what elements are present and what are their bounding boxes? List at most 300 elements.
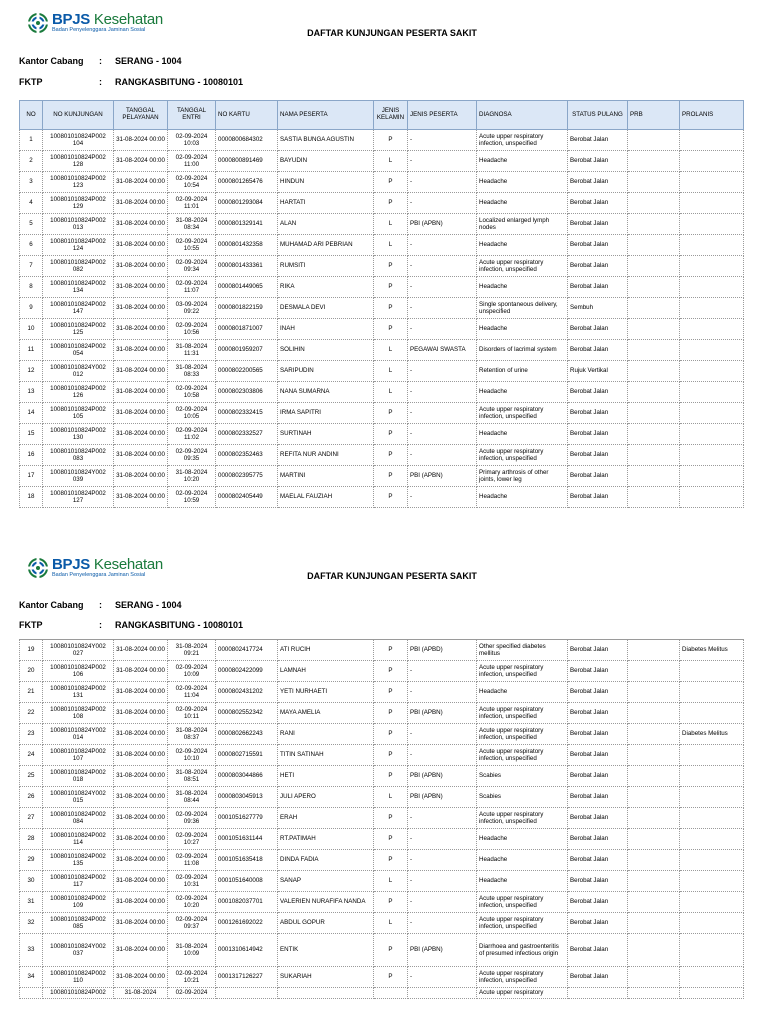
col-header-status-pulang: STATUS PULANG [568, 101, 628, 130]
table-row [20, 319, 744, 340]
cell-prolanis [680, 235, 744, 256]
table-row [20, 661, 744, 682]
cell-diagnosa: Primary arthrosis of other joints, lower leg [477, 466, 568, 487]
cell-status-pulang: Berobat Jalan [568, 445, 628, 466]
kantor-cabang-value: SERANG - 1004 [115, 56, 182, 66]
cell-no: 20 [20, 661, 43, 682]
cell-tanggal-entri: 02-09-2024 10:27 [168, 829, 216, 850]
table-row [20, 766, 744, 787]
cell-no-kartu: 0000802431202 [216, 682, 278, 703]
cell-status-pulang: Sembuh [568, 298, 628, 319]
cell-prolanis [680, 193, 744, 214]
colon: : [99, 77, 102, 87]
cell-status-pulang: Berobat Jalan [568, 808, 628, 829]
cell-jenis-kelamin: P [374, 808, 408, 829]
cell-tanggal-pelayanan: 31-08-2024 00:00 [114, 724, 168, 745]
col-header-no-kartu: NO KARTU [216, 101, 278, 130]
cell-no-kunjungan: 100801010824P002 110 [43, 967, 114, 988]
cell-prolanis [680, 130, 744, 151]
col-header-prolanis: PROLANIS [680, 101, 744, 130]
cell-nama-peserta: NANA SUMARNA [278, 382, 374, 403]
logo-subtitle: Badan Penyelenggara Jaminan Sosial [52, 572, 146, 578]
cell-no-kartu: 0000802332527 [216, 424, 278, 445]
cell-tanggal-entri: 02-09-2024 11:02 [168, 424, 216, 445]
cell-prolanis [680, 682, 744, 703]
cell-prb [628, 829, 680, 850]
cell-prolanis [680, 850, 744, 871]
cell-no-kartu: 0000801433361 [216, 256, 278, 277]
cell-prolanis [680, 151, 744, 172]
cell-jenis-peserta: - [408, 151, 477, 172]
cell-jenis-peserta: PBI (APBN) [408, 787, 477, 808]
cell-no-kartu: 0000801959207 [216, 340, 278, 361]
cell-tanggal-pelayanan: 31-08-2024 00:00 [114, 256, 168, 277]
cell-diagnosa: Diarrhoea and gastroenteritis of presumed infectious origin [477, 934, 568, 967]
cell-tanggal-pelayanan: 31-08-2024 00:00 [114, 382, 168, 403]
cell-no: 8 [20, 277, 43, 298]
cell-no-kartu: 0001051635418 [216, 850, 278, 871]
cell-jenis-kelamin: P [374, 424, 408, 445]
cell-prolanis [680, 934, 744, 967]
cell-nama-peserta: LAMNAH [278, 661, 374, 682]
cell-tanggal-pelayanan: 31-08-2024 00:00 [114, 214, 168, 235]
cell-no-kunjungan: 100801010824P002 117 [43, 871, 114, 892]
cell-nama-peserta: RANI [278, 724, 374, 745]
cell-no: 1 [20, 130, 43, 151]
cell-nama-peserta: HETI [278, 766, 374, 787]
cell-no-kunjungan: 100801010824Y002 037 [43, 934, 114, 967]
cell-no-kunjungan: 100801010824P002 114 [43, 829, 114, 850]
cell-tanggal-entri: 03-09-2024 09:22 [168, 298, 216, 319]
cell-tanggal-pelayanan: 31-08-2024 00:00 [114, 340, 168, 361]
col-header-jenis-kelamin: JENIS KELAMIN [374, 101, 408, 130]
cell-prolanis [680, 424, 744, 445]
cell-jenis-kelamin: P [374, 277, 408, 298]
cell-prb [628, 151, 680, 172]
cell-prb [628, 172, 680, 193]
cell-prb [628, 871, 680, 892]
cell-no-kartu: 0000801871007 [216, 319, 278, 340]
cell-no-kunjungan: 100801010824P002 130 [43, 424, 114, 445]
cell-status-pulang [568, 988, 628, 999]
cell-no-kartu: 0000800891469 [216, 151, 278, 172]
cell-no: 17 [20, 466, 43, 487]
cell-no-kunjungan: 100801010824Y002 015 [43, 787, 114, 808]
cell-prb [628, 850, 680, 871]
cell-tanggal-pelayanan: 31-08-2024 00:00 [114, 808, 168, 829]
cell-jenis-peserta: - [408, 193, 477, 214]
cell-diagnosa: Headache [477, 151, 568, 172]
cell-no-kunjungan: 100801010824P002 106 [43, 661, 114, 682]
cell-no-kartu: 0000802332415 [216, 403, 278, 424]
logo-brand-bpjs: BPJS [52, 556, 90, 573]
cell-tanggal-entri: 02-09-2024 10:21 [168, 967, 216, 988]
cell-jenis-kelamin: P [374, 703, 408, 724]
cell-jenis-kelamin: P [374, 466, 408, 487]
cell-no-kartu: 0000802352463 [216, 445, 278, 466]
cell-nama-peserta: INAH [278, 319, 374, 340]
cell-no: 28 [20, 829, 43, 850]
table-row [20, 256, 744, 277]
cell-no-kunjungan: 100801010824Y002 012 [43, 361, 114, 382]
cell-tanggal-entri: 02-09-2024 09:36 [168, 808, 216, 829]
cell-status-pulang: Berobat Jalan [568, 913, 628, 934]
cell-prb [628, 214, 680, 235]
cell-nama-peserta: SOLIHIN [278, 340, 374, 361]
table-row [20, 487, 744, 508]
cell-no: 34 [20, 967, 43, 988]
cell-nama-peserta: RUMSITI [278, 256, 374, 277]
cell-no: 29 [20, 850, 43, 871]
cell-prolanis [680, 808, 744, 829]
cell-diagnosa: Other specified diabetes mellitus [477, 640, 568, 661]
cell-diagnosa: Headache [477, 871, 568, 892]
cell-jenis-kelamin: L [374, 235, 408, 256]
cell-tanggal-pelayanan: 31-08-2024 00:00 [114, 466, 168, 487]
fktp-value: RANGKASBITUNG - 10080101 [115, 620, 244, 630]
cell-tanggal-pelayanan: 31-08-2024 00:00 [114, 934, 168, 967]
table-row [20, 988, 744, 999]
cell-tanggal-pelayanan: 31-08-2024 00:00 [114, 298, 168, 319]
cell-jenis-peserta: - [408, 661, 477, 682]
cell-no-kunjungan: 100801010824P002 083 [43, 445, 114, 466]
table-row [20, 403, 744, 424]
cell-no-kartu: 0000801265476 [216, 172, 278, 193]
cell-tanggal-pelayanan: 31-08-2024 00:00 [114, 745, 168, 766]
cell-diagnosa: Acute upper respiratory infection, unspecified [477, 808, 568, 829]
cell-tanggal-pelayanan: 31-08-2024 00:00 [114, 682, 168, 703]
cell-tanggal-pelayanan: 31-08-2024 00:00 [114, 703, 168, 724]
cell-status-pulang: Berobat Jalan [568, 661, 628, 682]
cell-no: 13 [20, 382, 43, 403]
cell-nama-peserta: MARTINI [278, 466, 374, 487]
cell-no-kartu: 0000803045913 [216, 787, 278, 808]
fktp-label: FKTP [19, 77, 43, 87]
cell-no-kartu: 0000801329141 [216, 214, 278, 235]
cell-diagnosa: Disorders of lacrimal system [477, 340, 568, 361]
cell-jenis-peserta: - [408, 445, 477, 466]
cell-no-kunjungan: 100801010824P002 127 [43, 487, 114, 508]
cell-diagnosa: Acute upper respiratory infection, unspecified [477, 445, 568, 466]
cell-no-kunjungan: 100801010824P002 126 [43, 382, 114, 403]
cell-tanggal-entri: 02-09-2024 11:04 [168, 682, 216, 703]
cell-no-kunjungan: 100801010824P002 124 [43, 235, 114, 256]
col-header-no: NO [20, 101, 43, 130]
cell-nama-peserta: MUHAMAD ARI PEBRIAN [278, 235, 374, 256]
cell-prb [628, 403, 680, 424]
cell-jenis-peserta: - [408, 913, 477, 934]
cell-prolanis [680, 661, 744, 682]
cell-no-kunjungan: 100801010824P002 134 [43, 277, 114, 298]
cell-status-pulang: Berobat Jalan [568, 829, 628, 850]
cell-prb [628, 256, 680, 277]
cell-no-kunjungan: 100801010824P002 104 [43, 130, 114, 151]
table-row [20, 703, 744, 724]
cell-diagnosa: Headache [477, 193, 568, 214]
cell-no [20, 988, 43, 999]
table-row [20, 130, 744, 151]
cell-tanggal-entri: 02-09-2024 11:07 [168, 277, 216, 298]
cell-prolanis [680, 214, 744, 235]
cell-no-kunjungan: 100801010824P002 054 [43, 340, 114, 361]
cell-no-kunjungan: 100801010824Y002 027 [43, 640, 114, 661]
cell-status-pulang: Berobat Jalan [568, 172, 628, 193]
cell-status-pulang: Berobat Jalan [568, 724, 628, 745]
cell-prb [628, 193, 680, 214]
cell-tanggal-entri: 02-09-2024 10:56 [168, 319, 216, 340]
cell-jenis-peserta: - [408, 850, 477, 871]
cell-jenis-peserta: - [408, 277, 477, 298]
cell-jenis-peserta: - [408, 808, 477, 829]
cell-no: 6 [20, 235, 43, 256]
cell-jenis-kelamin: P [374, 892, 408, 913]
logo-brand-kesehatan: Kesehatan [93, 556, 163, 573]
cell-prolanis: Diabetes Melitus [680, 724, 744, 745]
cell-no: 15 [20, 424, 43, 445]
cell-diagnosa: Headache [477, 382, 568, 403]
cell-status-pulang: Berobat Jalan [568, 319, 628, 340]
cell-status-pulang: Berobat Jalan [568, 682, 628, 703]
kantor-cabang-label: Kantor Cabang [19, 56, 84, 66]
cell-jenis-peserta: PBI (APBN) [408, 214, 477, 235]
cell-no: 11 [20, 340, 43, 361]
table-row [20, 934, 744, 967]
cell-prb [628, 724, 680, 745]
cell-status-pulang: Berobat Jalan [568, 403, 628, 424]
cell-no: 16 [20, 445, 43, 466]
cell-status-pulang: Berobat Jalan [568, 466, 628, 487]
cell-nama-peserta: VALERIEN NURAFIFA NANDA [278, 892, 374, 913]
cell-status-pulang: Berobat Jalan [568, 967, 628, 988]
cell-prb [628, 682, 680, 703]
cell-tanggal-entri: 02-09-2024 09:37 [168, 913, 216, 934]
table-row [20, 151, 744, 172]
cell-no: 2 [20, 151, 43, 172]
cell-prolanis [680, 787, 744, 808]
cell-jenis-kelamin: P [374, 487, 408, 508]
cell-nama-peserta: RIKA [278, 277, 374, 298]
cell-jenis-kelamin: P [374, 298, 408, 319]
cell-no-kartu: 0000802662243 [216, 724, 278, 745]
cell-tanggal-pelayanan: 31-08-2024 00:00 [114, 130, 168, 151]
cell-status-pulang: Berobat Jalan [568, 934, 628, 967]
cell-jenis-kelamin: P [374, 724, 408, 745]
cell-prb [628, 934, 680, 967]
cell-status-pulang: Berobat Jalan [568, 193, 628, 214]
cell-no-kartu: 0001051627779 [216, 808, 278, 829]
cell-jenis-kelamin: P [374, 661, 408, 682]
cell-nama-peserta: RT.PATIMAH [278, 829, 374, 850]
cell-prb [628, 466, 680, 487]
cell-prb [628, 913, 680, 934]
fktp-label: FKTP [19, 620, 43, 630]
cell-no: 32 [20, 913, 43, 934]
cell-no-kartu: 0000802395775 [216, 466, 278, 487]
cell-diagnosa: Scabies [477, 766, 568, 787]
cell-tanggal-pelayanan: 31-08-2024 00:00 [114, 892, 168, 913]
cell-jenis-peserta: - [408, 403, 477, 424]
cell-prolanis [680, 892, 744, 913]
cell-nama-peserta: TITIN SATINAH [278, 745, 374, 766]
cell-no-kartu: 0000801293084 [216, 193, 278, 214]
cell-prolanis [680, 487, 744, 508]
cell-no-kartu: 0001051631144 [216, 829, 278, 850]
cell-tanggal-entri: 31-08-2024 09:21 [168, 640, 216, 661]
cell-prb [628, 808, 680, 829]
kantor-cabang-row [19, 56, 182, 66]
cell-prb [628, 640, 680, 661]
cell-jenis-peserta: - [408, 424, 477, 445]
table-row [20, 235, 744, 256]
table-row [20, 913, 744, 934]
table-row [20, 724, 744, 745]
cell-no: 7 [20, 256, 43, 277]
cell-prb [628, 487, 680, 508]
cell-jenis-kelamin: L [374, 340, 408, 361]
cell-jenis-kelamin: P [374, 766, 408, 787]
cell-prolanis [680, 319, 744, 340]
cell-prolanis [680, 361, 744, 382]
col-header-jenis-peserta: JENIS PESERTA [408, 101, 477, 130]
cell-jenis-kelamin: L [374, 382, 408, 403]
cell-tanggal-entri: 02-09-2024 10:54 [168, 172, 216, 193]
cell-no: 26 [20, 787, 43, 808]
cell-tanggal-entri: 02-09-2024 09:34 [168, 256, 216, 277]
cell-diagnosa: Headache [477, 682, 568, 703]
cell-status-pulang: Berobat Jalan [568, 745, 628, 766]
cell-no-kunjungan: 100801010824P002 108 [43, 703, 114, 724]
cell-tanggal-pelayanan: 31-08-2024 00:00 [114, 193, 168, 214]
cell-no: 22 [20, 703, 43, 724]
table-row [20, 892, 744, 913]
table-row [20, 214, 744, 235]
cell-no: 4 [20, 193, 43, 214]
cell-prb [628, 340, 680, 361]
document-title: DAFTAR KUNJUNGAN PESERTA SAKIT [307, 28, 477, 38]
cell-no: 14 [20, 403, 43, 424]
cell-no-kartu: 0000803044866 [216, 766, 278, 787]
cell-status-pulang: Berobat Jalan [568, 703, 628, 724]
logo-subtitle: Badan Penyelenggara Jaminan Sosial [52, 27, 146, 33]
cell-no-kartu: 0000801432358 [216, 235, 278, 256]
cell-no: 5 [20, 214, 43, 235]
cell-jenis-peserta: - [408, 256, 477, 277]
logo-brand-bpjs: BPJS [52, 11, 90, 28]
cell-prolanis [680, 967, 744, 988]
cell-diagnosa: Acute upper respiratory infection, unspecified [477, 130, 568, 151]
cell-tanggal-entri: 31-08-2024 08:34 [168, 214, 216, 235]
cell-tanggal-entri: 02-09-2024 11:08 [168, 850, 216, 871]
cell-jenis-kelamin: P [374, 445, 408, 466]
cell-jenis-peserta: - [408, 298, 477, 319]
cell-tanggal-pelayanan: 31-08-2024 00:00 [114, 424, 168, 445]
cell-prb [628, 382, 680, 403]
cell-status-pulang: Berobat Jalan [568, 214, 628, 235]
cell-no: 18 [20, 487, 43, 508]
cell-jenis-peserta: - [408, 172, 477, 193]
table-row [20, 298, 744, 319]
cell-status-pulang: Berobat Jalan [568, 850, 628, 871]
cell-jenis-peserta: - [408, 487, 477, 508]
cell-nama-peserta: SANAP [278, 871, 374, 892]
cell-prb [628, 130, 680, 151]
cell-tanggal-pelayanan: 31-08-2024 00:00 [114, 967, 168, 988]
cell-nama-peserta: SURTINAH [278, 424, 374, 445]
cell-prb [628, 766, 680, 787]
cell-status-pulang: Rujuk Vertikal [568, 361, 628, 382]
cell-nama-peserta: DESMALA DEVI [278, 298, 374, 319]
table-row [20, 682, 744, 703]
cell-jenis-peserta: - [408, 361, 477, 382]
cell-jenis-peserta: PBI (APBN) [408, 766, 477, 787]
cell-tanggal-entri: 31-08-2024 11:31 [168, 340, 216, 361]
cell-jenis-peserta: - [408, 745, 477, 766]
cell-status-pulang: Berobat Jalan [568, 277, 628, 298]
cell-prb [628, 424, 680, 445]
cell-tanggal-pelayanan: 31-08-2024 00:00 [114, 487, 168, 508]
cell-diagnosa: Headache [477, 850, 568, 871]
cell-tanggal-pelayanan: 31-08-2024 00:00 [114, 445, 168, 466]
kantor-cabang-row [19, 600, 182, 610]
cell-tanggal-pelayanan: 31-08-2024 00:00 [114, 766, 168, 787]
cell-jenis-kelamin: P [374, 256, 408, 277]
cell-jenis-kelamin: L [374, 214, 408, 235]
cell-tanggal-entri: 02-09-2024 09:35 [168, 445, 216, 466]
table-row [20, 967, 744, 988]
cell-status-pulang: Berobat Jalan [568, 340, 628, 361]
cell-tanggal-pelayanan: 31-08-2024 00:00 [114, 661, 168, 682]
cell-prb [628, 892, 680, 913]
cell-no-kunjungan: 100801010824P002 131 [43, 682, 114, 703]
table-row [20, 871, 744, 892]
cell-jenis-peserta: - [408, 382, 477, 403]
cell-diagnosa: Single spontaneous delivery, unspecified [477, 298, 568, 319]
cell-no: 9 [20, 298, 43, 319]
cell-nama-peserta: REFITA NUR ANDINI [278, 445, 374, 466]
cell-no: 31 [20, 892, 43, 913]
cell-jenis-peserta: PBI (APBN) [408, 466, 477, 487]
cell-jenis-peserta: - [408, 235, 477, 256]
cell-tanggal-pelayanan: 31-08-2024 00:00 [114, 235, 168, 256]
col-header-diagnosa: DIAGNOSA [477, 101, 568, 130]
cell-jenis-peserta: - [408, 319, 477, 340]
table-row [20, 829, 744, 850]
cell-no-kunjungan: 100801010824Y002 039 [43, 466, 114, 487]
cell-prolanis [680, 913, 744, 934]
cell-prb [628, 967, 680, 988]
col-header-tanggal-pelayanan: TANGGAL PELAYANAN [114, 101, 168, 130]
cell-jenis-kelamin: L [374, 787, 408, 808]
cell-tanggal-entri: 31-08-2024 10:20 [168, 466, 216, 487]
cell-no: 30 [20, 871, 43, 892]
cell-nama-peserta: BAYUDIN [278, 151, 374, 172]
cell-diagnosa: Headache [477, 277, 568, 298]
cell-diagnosa: Headache [477, 424, 568, 445]
cell-jenis-kelamin: P [374, 319, 408, 340]
cell-no-kunjungan: 100801010824P002 107 [43, 745, 114, 766]
table-row [20, 277, 744, 298]
cell-no-kunjungan: 100801010824P002 [43, 988, 114, 999]
cell-no-kunjungan: 100801010824P002 123 [43, 172, 114, 193]
cell-prb [628, 745, 680, 766]
cell-diagnosa: Headache [477, 235, 568, 256]
cell-jenis-peserta: - [408, 682, 477, 703]
cell-tanggal-entri: 02-09-2024 10:58 [168, 382, 216, 403]
cell-jenis-peserta: - [408, 829, 477, 850]
logo-brand-kesehatan: Kesehatan [93, 11, 163, 28]
cell-prb [628, 661, 680, 682]
cell-tanggal-pelayanan: 31-08-2024 00:00 [114, 913, 168, 934]
